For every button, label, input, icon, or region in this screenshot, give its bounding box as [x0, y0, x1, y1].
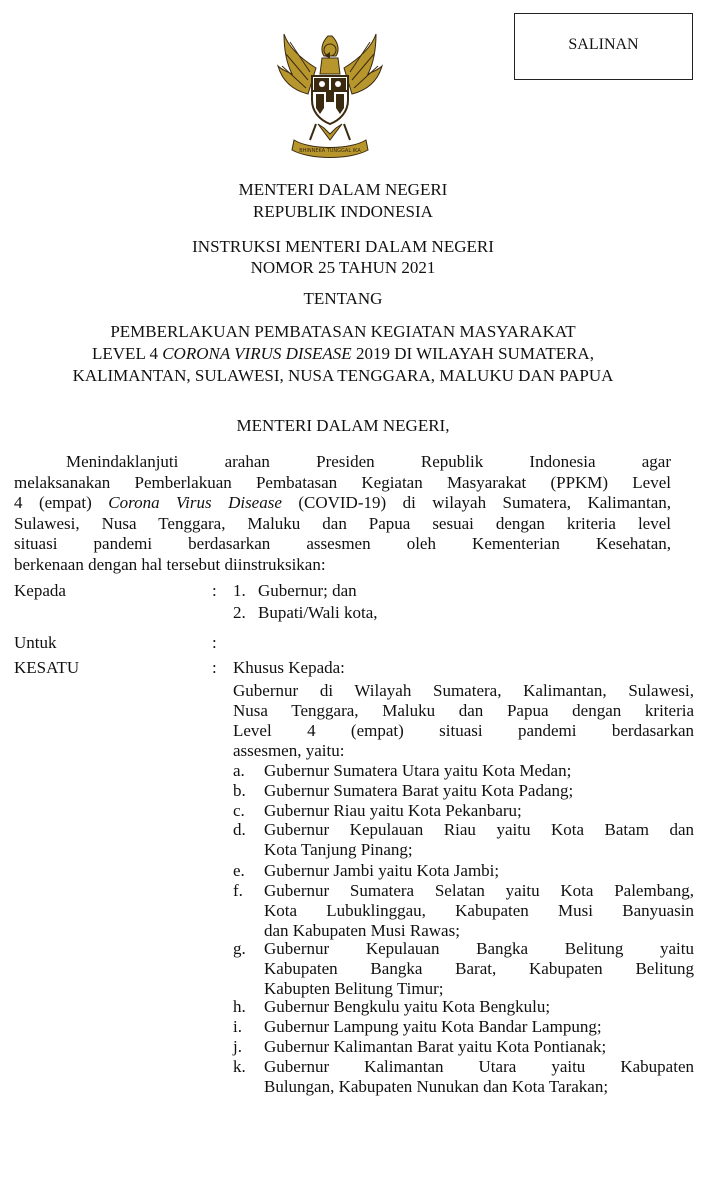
list-item-marker: d.: [233, 820, 246, 839]
kesatu-heading: Khusus Kepada:: [233, 658, 345, 677]
list-item: Gubernur Kalimantan Barat yaitu Kota Pontianak;: [264, 1037, 607, 1056]
list-item: Gubernur Sumatera Utara yaitu Kota Medan;: [264, 761, 572, 780]
document-number: NOMOR 25 TAHUN 2021: [250, 258, 436, 277]
issuer-title: MENTERI DALAM NEGERI: [238, 180, 448, 199]
list-item-marker: k.: [233, 1057, 246, 1076]
list-item: Gubernur Riau yaitu Kota Pekanbaru;: [264, 801, 522, 820]
list-item-marker: i.: [233, 1017, 242, 1036]
list-item: Gubernur Kepulauan Bangka Belitung yaitu Kabupaten Bangka Barat, Kabupaten Belitung Kabupten Belitung Timur;: [264, 939, 694, 998]
garuda-pancasila-emblem-icon: [270, 28, 390, 164]
list-item-marker: g.: [233, 939, 246, 958]
list-item-marker: j.: [233, 1037, 242, 1056]
tentang-label: TENTANG: [303, 289, 383, 308]
list-item: Gubernur Sumatera Selatan yaitu Kota Palembang, Kota Lubuklinggau, Kabupaten Musi Banyuasin dan Kabupaten Musi Rawas;: [264, 881, 694, 940]
list-item-marker: b.: [233, 781, 246, 800]
list-item: Gubernur Bengkulu yaitu Kota Bengkulu;: [264, 997, 551, 1016]
minister-heading: MENTERI DALAM NEGERI,: [236, 416, 450, 435]
list-item-marker: a.: [233, 761, 245, 780]
list-item: Gubernur Kepulauan Riau yaitu Kota Batam dan Kota Tanjung Pinang;: [264, 820, 694, 859]
list-item-marker: f.: [233, 881, 243, 900]
subject-line-2: LEVEL 4 CORONA VIRUS DISEASE 2019 DI WILAYAH SUMATERA,: [92, 344, 594, 363]
list-item: Gubernur Lampung yaitu Kota Bandar Lampung;: [264, 1017, 602, 1036]
kepada-item-text: Gubernur; dan: [258, 581, 357, 600]
issuer-subtitle: REPUBLIK INDONESIA: [253, 202, 433, 221]
kepada-item-number: 1.: [233, 581, 246, 600]
kesatu-description: assesmen, yaitu:: [233, 741, 345, 760]
kesatu-description: Nusa Tenggara, Maluku dan Papua dengan kriteria: [233, 701, 694, 720]
kesatu-description: Gubernur di Wilayah Sumatera, Kalimantan, Sulawesi,: [233, 681, 694, 700]
kesatu-colon: :: [212, 658, 217, 677]
kepada-item-number: 2.: [233, 603, 246, 622]
kesatu-label: KESATU: [14, 658, 80, 677]
kesatu-description: Level 4 (empat) situasi pandemi berdasarkan: [233, 721, 694, 740]
kepada-colon: :: [212, 581, 217, 600]
subject-line-1: PEMBERLAKUAN PEMBATASAN KEGIATAN MASYARAKAT: [110, 322, 576, 341]
subject-line-3: KALIMANTAN, SULAWESI, NUSA TENGGARA, MALUKU DAN PAPUA: [72, 366, 614, 385]
list-item-marker: e.: [233, 861, 245, 880]
list-item-marker: h.: [233, 997, 246, 1016]
intro-paragraph: Menindaklanjuti arahan Presiden Republik Indonesia agar melaksanakan Pemberlakuan Pembatasan Kegiatan Masyarakat (PPKM) Level 4 (empat) Corona Virus Disease (COVID-19) di wilayah Sumatera, Kalimantan, Sulawesi, Nusa Tenggara, Maluku dan Papua sesuai dengan kriteria level situasi pandemi berdasarkan assesmen oleh Kementerian Kesehatan, berkenaan dengan hal tersebut diinstruksikan:: [14, 452, 671, 574]
list-item: Gubernur Kalimantan Utara yaitu Kabupaten Bulungan, Kabupaten Nunukan dan Kota Tarakan;: [264, 1057, 694, 1096]
untuk-colon: :: [212, 633, 217, 652]
emblem-motto: BHINNEKA TUNGGAL IKA: [299, 148, 361, 154]
untuk-label: Untuk: [14, 633, 57, 652]
kepada-item-text: Bupati/Wali kota,: [258, 603, 378, 622]
salinan-stamp: SALINAN: [514, 13, 693, 80]
document-type: INSTRUKSI MENTERI DALAM NEGERI: [192, 237, 494, 256]
list-item-marker: c.: [233, 801, 245, 820]
list-item: Gubernur Jambi yaitu Kota Jambi;: [264, 861, 500, 880]
kepada-label: Kepada: [14, 581, 66, 600]
list-item: Gubernur Sumatera Barat yaitu Kota Padang;: [264, 781, 574, 800]
